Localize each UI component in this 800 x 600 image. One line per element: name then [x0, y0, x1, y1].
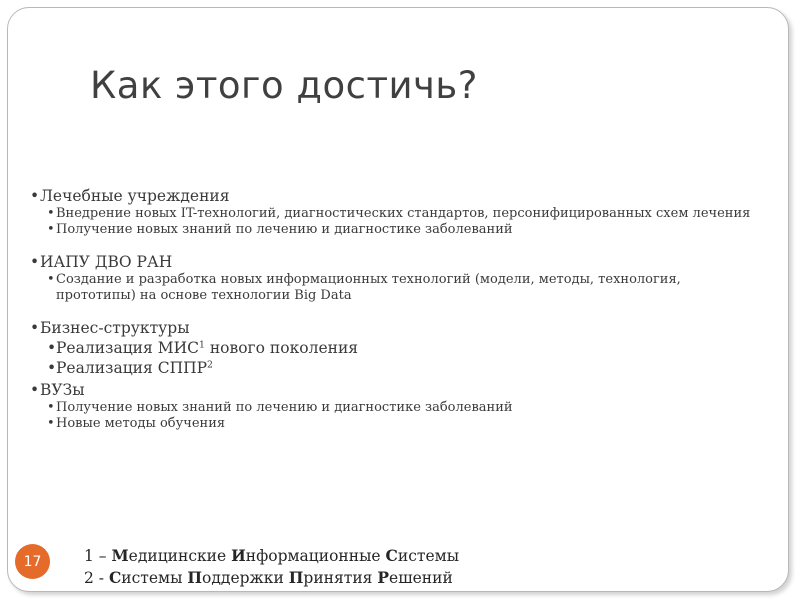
footnote-sppr: 2 - Системы Поддержки Принятия Решений	[84, 568, 453, 587]
section-universities	[30, 380, 795, 432]
footnote-mis: 1 – Медицинские Информационные Системы	[84, 546, 460, 565]
slide-content	[30, 186, 795, 446]
section-heading: •ИАПУ ДВО РАН	[30, 253, 173, 271]
list-item: •Получение новых знаний по лечению и диагностике заболеваний	[47, 222, 513, 237]
slide-number-badge: 17	[15, 544, 50, 579]
list-item: •Получение новых знаний по лечению и диагностике заболеваний	[47, 400, 513, 415]
section-heading: •Лечебные учреждения	[30, 187, 230, 205]
list-item: •Внедрение новых IT-технологий, диагностических стандартов, персонифицированных схем лечения	[47, 206, 751, 221]
section-heading: •ВУЗы	[30, 381, 85, 399]
footnotes	[84, 545, 459, 589]
section-heading: •Бизнес-структуры	[30, 319, 190, 337]
section-business	[30, 318, 795, 378]
section-medical	[30, 186, 795, 238]
list-item: •Реализация СППР$^2$	[47, 359, 213, 377]
section-iapu	[30, 252, 795, 304]
list-item: •Реализация МИС$^1$ нового поколения	[47, 339, 359, 357]
list-item: •Новые методы обучения	[47, 416, 226, 431]
slide-title: Как этого достичь?	[90, 64, 478, 107]
list-item: •Создание и разработка новых информационных технологий (модели, методы, технология, прототипы) на основе технологии Big Data	[47, 272, 681, 303]
